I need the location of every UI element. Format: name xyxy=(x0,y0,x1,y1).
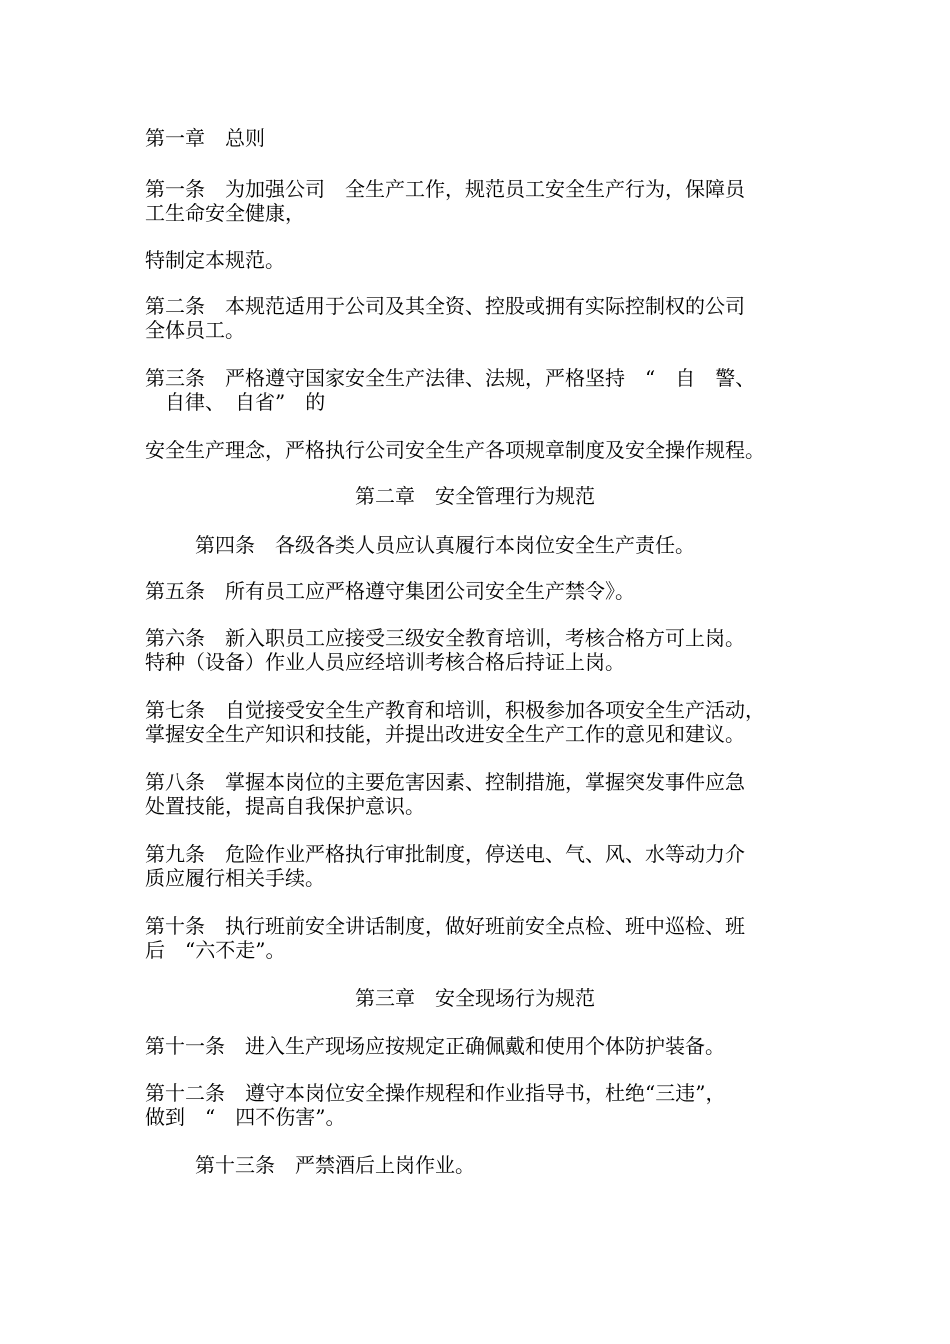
article-9-line-1: 第九条 危险作业严格执行审批制度，停送电、气、风、水等动力介 xyxy=(145,842,745,866)
article-3-line-2: 自律、 自省” 的 xyxy=(145,390,326,414)
article-8-line-2: 处置技能，提高自我保护意识。 xyxy=(145,794,425,818)
chapter-1-title: 第一章 总则 xyxy=(145,126,265,150)
article-3-line-1: 第三条 严格遵守国家安全生产法律、法规，严格坚持 “ 自 警、 xyxy=(145,366,756,390)
chapter-2-title: 第二章 安全管理行为规范 xyxy=(355,484,595,508)
article-2-line-1: 第二条 本规范适用于公司及其全资、控股或拥有实际控制权的公司 xyxy=(145,294,745,318)
article-6-line-1: 第六条 新入职员工应接受三级安全教育培训，考核合格方可上岗。 xyxy=(145,626,745,650)
article-11: 第十一条 进入生产现场应按规定正确佩戴和使用个体防护装备。 xyxy=(145,1034,725,1058)
article-4: 第四条 各级各类人员应认真履行本岗位安全生产责任。 xyxy=(195,533,695,557)
article-1-continuation: 特制定本规范。 xyxy=(145,248,285,272)
article-10-line-1: 第十条 执行班前安全讲话制度，做好班前安全点检、班中巡检、班 xyxy=(145,914,745,938)
article-2-line-2: 全体员工。 xyxy=(145,318,245,342)
article-13: 第十三条 严禁酒后上岗作业。 xyxy=(195,1153,475,1177)
article-7-line-1: 第七条 自觉接受安全生产教育和培训，积极参加各项安全生产活动， xyxy=(145,698,765,722)
article-9-line-2: 质应履行相关手续。 xyxy=(145,866,325,890)
chapter-3-title: 第三章 安全现场行为规范 xyxy=(355,986,595,1010)
article-7-line-2: 掌握安全生产知识和技能，并提出改进安全生产工作的意见和建议。 xyxy=(145,722,745,746)
article-5: 第五条 所有员工应严格遵守集团公司安全生产禁令》。 xyxy=(145,579,635,603)
article-6-line-2: 特种（设备）作业人员应经培训考核合格后持证上岗。 xyxy=(145,650,625,674)
article-12-line-2: 做到 “ 四不伤害”。 xyxy=(145,1105,346,1129)
article-12-line-1: 第十二条 遵守本岗位安全操作规程和作业指导书，杜绝“三违”， xyxy=(145,1081,726,1105)
article-1-line-2: 工生命安全健康， xyxy=(145,201,305,225)
article-10-line-2: 后 “六不走”。 xyxy=(145,938,286,962)
article-1-line-1: 第一条 为加强公司 全生产工作，规范员工安全生产行为，保障员 xyxy=(145,177,745,201)
article-3-continuation: 安全生产理念，严格执行公司安全生产各项规章制度及安全操作规程。 xyxy=(145,438,765,462)
article-8-line-1: 第八条 掌握本岗位的主要危害因素、控制措施，掌握突发事件应急 xyxy=(145,770,745,794)
